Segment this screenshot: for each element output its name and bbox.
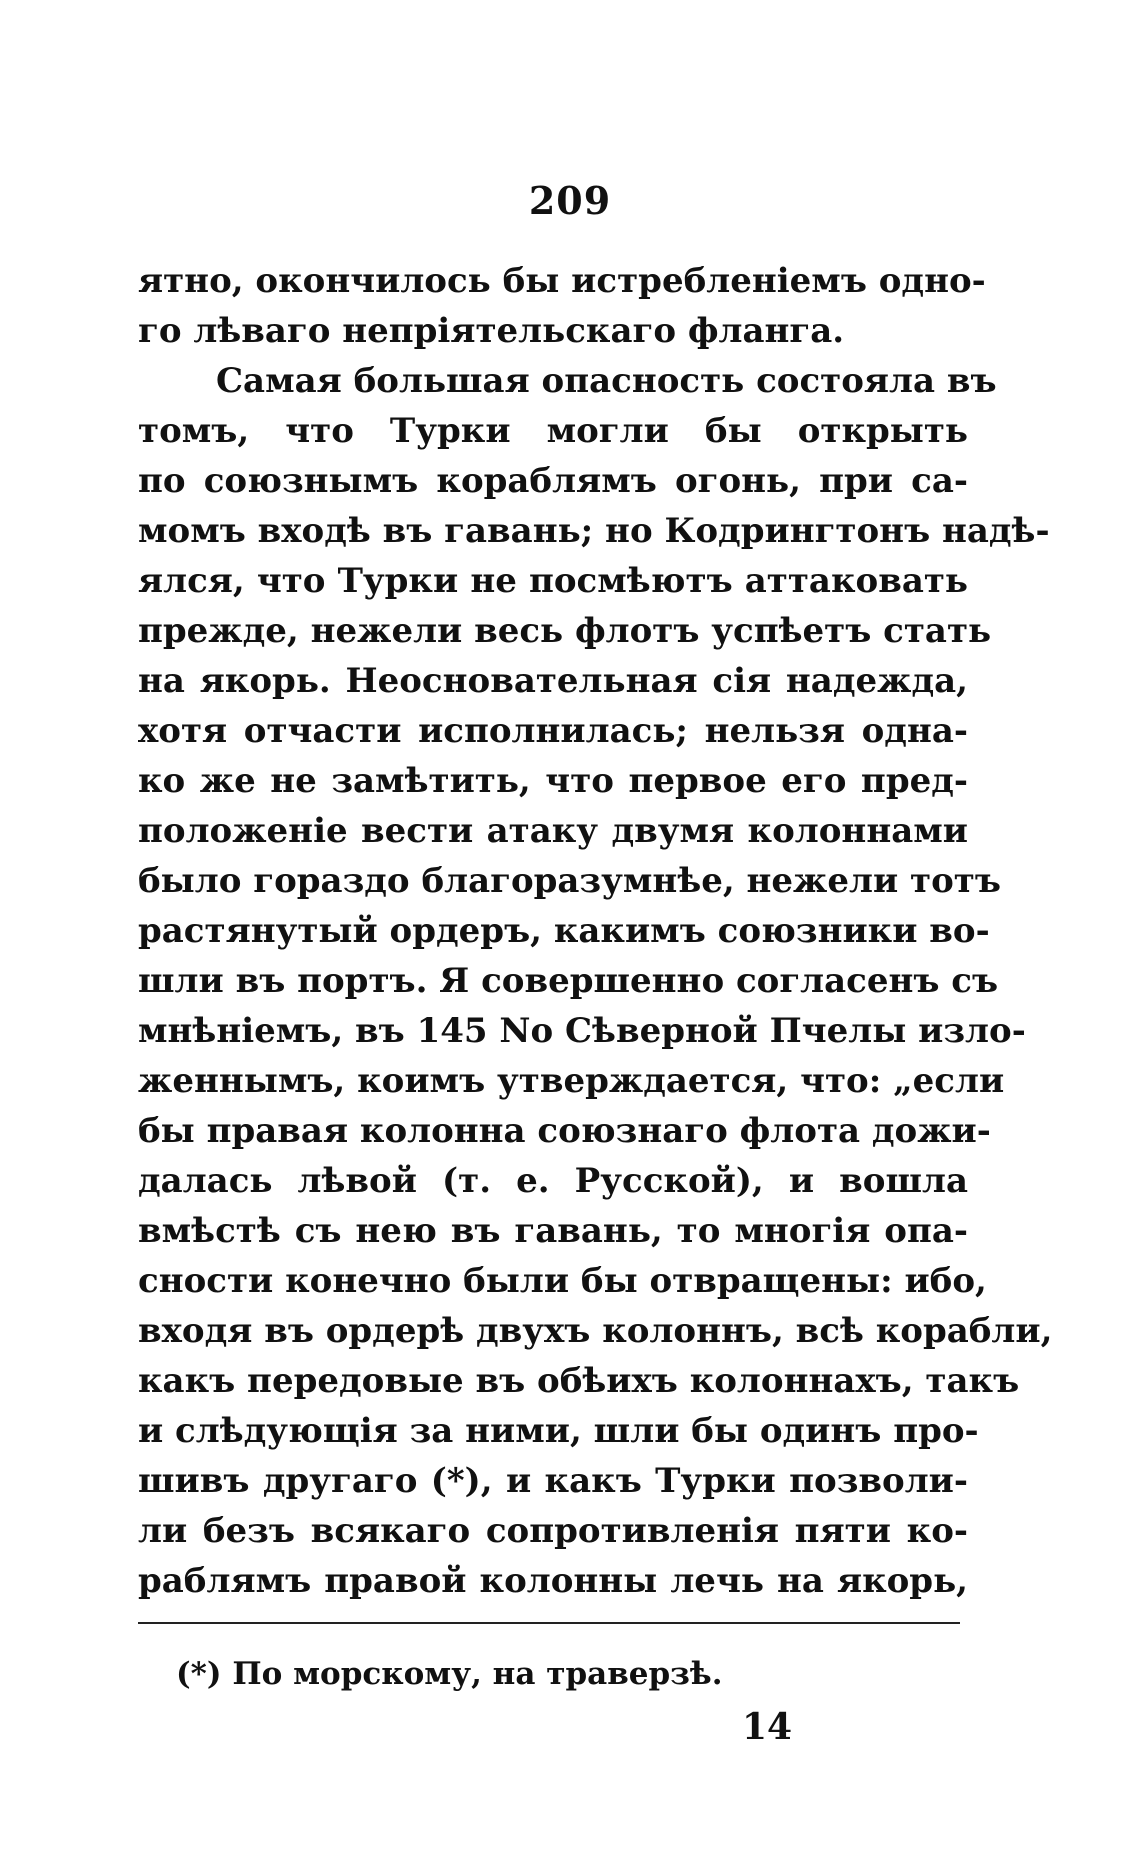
text-line: ко же не замѣтить, что первое его пред- (138, 761, 968, 801)
text-line: момъ входѣ въ гавань; но Кодрингтонъ надѣ- (138, 511, 1050, 551)
text-line: бы правая колонна союзнаго флота дожи- (138, 1111, 991, 1151)
text-line: ялся, что Турки не посмѣютъ аттаковать (138, 561, 968, 601)
text-line: женнымъ, коимъ утверждается, что: „если (138, 1061, 1005, 1101)
text-line: ли безъ всякаго сопротивленія пяти ко- (138, 1511, 968, 1551)
text-line: вмѣстѣ съ нею въ гавань, то многія опа- (138, 1211, 968, 1251)
text-line: го лѣваго непріятельскаго фланга. (138, 311, 845, 351)
text-line: по союзнымъ кораблямъ огонь, при са- (138, 461, 968, 501)
text-line: шли въ портъ. Я совершенно согласенъ съ (138, 961, 999, 1001)
text-line: и слѣдующія за ними, шли бы одинъ про- (138, 1411, 979, 1451)
signature-mark: 14 (742, 1706, 793, 1748)
text-line: какъ передовые въ обѣихъ колоннахъ, такъ (138, 1361, 1020, 1401)
text-line: далась лѣвой (т. е. Русской), и вошла (138, 1161, 968, 1201)
text-line: Самая большая опасность состояла въ (216, 361, 997, 401)
page-number: 209 (528, 178, 612, 223)
body-text (138, 256, 1053, 1606)
text-line: шивъ другаго (*), и какъ Турки позволи- (138, 1461, 968, 1501)
text-line: сности конечно были бы отвращены: ибо, (138, 1261, 987, 1301)
footnote: (*) По морскому, на траверзѣ. (176, 1656, 723, 1692)
text-line: мнѣніемъ, въ 145 No Сѣверной Пчелы изло- (138, 1011, 1026, 1051)
text-line: растянутый ордеръ, какимъ союзники во- (138, 911, 990, 951)
text-line: на якорь. Неосновательная сія надежда, (138, 661, 968, 701)
text-line: раблямъ правой колонны лечь на якорь, (138, 1561, 968, 1601)
text-line: прежде, нежели весь флотъ успѣетъ стать (138, 611, 992, 651)
text-line: ятно, окончилось бы истребленіемъ одно- (138, 261, 986, 301)
text-line: хотя отчасти исполнилась; нельзя одна- (138, 711, 968, 751)
text-line: положеніе вести атаку двумя колоннами (138, 811, 968, 851)
text-line: томъ, что Турки могли бы открыть (138, 411, 968, 451)
footnote-divider (138, 1622, 960, 1624)
text-line: входя въ ордерѣ двухъ колоннъ, всѣ корабли, (138, 1311, 1053, 1351)
text-line: было гораздо благоразумнѣе, нежели тотъ (138, 861, 1001, 901)
